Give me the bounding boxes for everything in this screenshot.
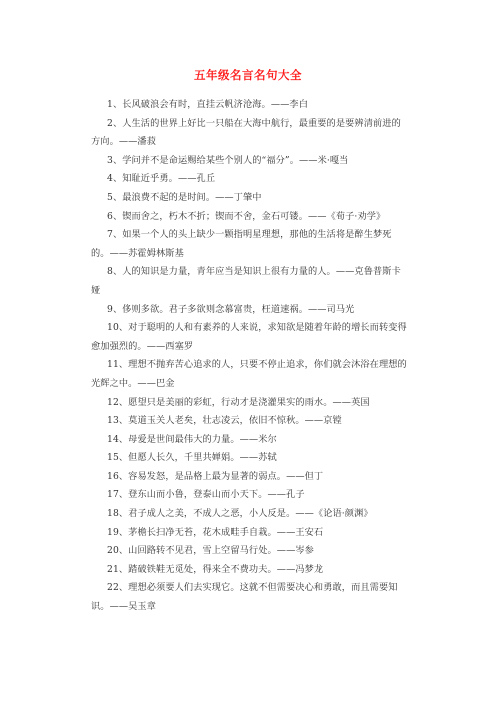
quote-item: 17、登东山而小鲁，登泰山而小天下。——孔子 — [107, 489, 305, 501]
quote-item: 8、人的知识是力量，青年应当是知识上很有力量的人。——克鲁普斯卡娅 — [91, 266, 401, 296]
quote-list — [91, 96, 409, 617]
document-title: 五年级名言名句大全 — [194, 68, 302, 82]
quote-item: 1、长风破浪会有时，直挂云帆济沧海。——李白 — [107, 99, 308, 110]
quote-item: 5、最浪费不起的是时间。——丁肇中 — [107, 191, 262, 203]
quote-item: 18、君子成人之美，不成人之恶，小人反是。——《论语·颜渊》 — [107, 508, 373, 520]
quote-item: 2、人生活的世界上好比一只船在大海中航行，最重要的是要辨清前进的方向。——潘菽 — [91, 117, 401, 148]
quote-item: 9、侈则多欲。君子多欲则念慕富贵，枉道速祸。——司马光 — [107, 303, 355, 315]
quote-item: 14、母爱是世间最伟大的力量。——米尔 — [107, 433, 277, 445]
quote-item: 7、如果一个人的头上缺少一颗指明星理想，那他的生活将是醉生梦死的。——苏霍姆林斯基 — [91, 229, 392, 259]
quote-item: 19、茅檐长扫净无苔，花木成畦手自栽。——王安石 — [107, 526, 324, 538]
quote-item: 20、山回路转不见君，雪上空留马行处。——岑参 — [107, 545, 314, 557]
quote-item: 6、锲而舍之，朽木不折；锲而不舍，金石可镂。——《荀子·劝学》 — [107, 210, 386, 222]
quote-item: 12、愿望只是美丽的彩虹，行动才是浇灌果实的雨水。——英国 — [107, 396, 370, 408]
quote-item: 4、知耻近乎勇。——孔丘 — [107, 173, 216, 185]
quote-item: 16、容易发怒，是品格上最为显著的弱点。——但丁 — [107, 470, 324, 482]
quote-item: 11、理想不抛弃苦心追求的人，只要不停止追求，你们就会沐浴在理想的光辉之中。——巴金 — [91, 359, 407, 389]
quote-item: 15、但愿人长久，千里共婵娟。——苏轼 — [107, 452, 277, 464]
quote-item: 22、理想必须要人们去实现它。这就不但需要决心和勇敢，而且需要知识。——吴玉章 — [91, 582, 398, 613]
quote-item: 10、对于聪明的人和有素养的人来说，求知欲是随着年龄的增长而转变得愈加强烈的。——西塞罗 — [91, 322, 407, 352]
quote-item: 13、莫道玉关人老矣，壮志凌云，依旧不惊秋。——京镗 — [107, 415, 342, 427]
quote-item: 21、踏破铁鞋无觅处，得来全不费功夫。——冯梦龙 — [107, 563, 324, 575]
quote-item: 3、学问并不是命运赐给某些个别人的“福分”。——米·嘎当 — [107, 154, 349, 166]
